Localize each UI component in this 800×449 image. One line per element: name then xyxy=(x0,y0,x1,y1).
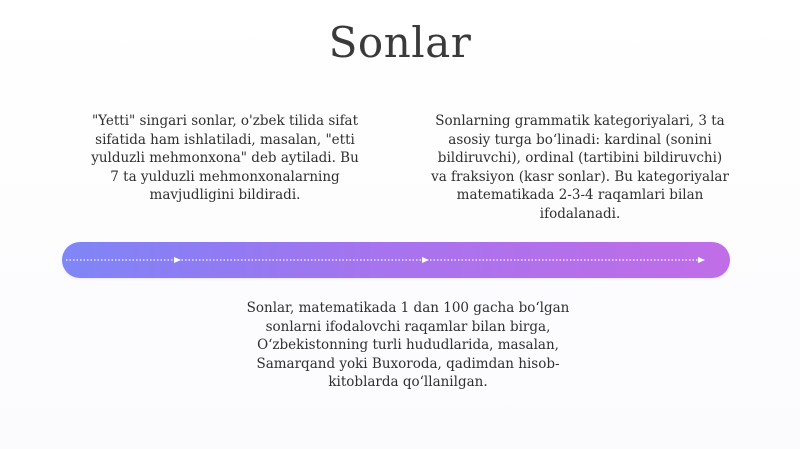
bottom-text-block: Sonlar, matematikada 1 dan 100 gacha bo‘lgan sonlarni ifodalovchi raqamlar bilan birga, O‘zbekistonning turli hududlarida, masalan, Samarqand yoki Buxoroda, qadimdan hisob- kitoblarda qo‘llanilgan. xyxy=(246,300,570,390)
timeline-arrow-1 xyxy=(174,257,181,263)
right-text-block: Sonlarning grammatik kategoriyalari, 3 ta asosiy turga bo‘linadi: kardinal (sonini bildiruvchi), ordinal (tartibini bildiruvchi) va fraksiyon (kasr sonlar). Bu kategoriyalar matematikada 2-3-4 raqamlari bilan ifodalanadi. xyxy=(431,113,729,222)
slide-title: Sonlar xyxy=(328,18,472,67)
left-text-block: "Yetti" singari sonlar, o'zbek tilida sifat sifatida ham ishlatiladi, masalan, "etti yulduzli mehmonxona" deb aytiladi. Bu 7 ta yulduzli mehmonxonalarning mavjudligini bildiradi. xyxy=(91,113,359,203)
timeline-arrow-3 xyxy=(698,257,705,263)
timeline-bar xyxy=(62,242,730,278)
timeline-arrow-2 xyxy=(422,257,429,263)
timeline-arrow-line xyxy=(62,242,730,278)
